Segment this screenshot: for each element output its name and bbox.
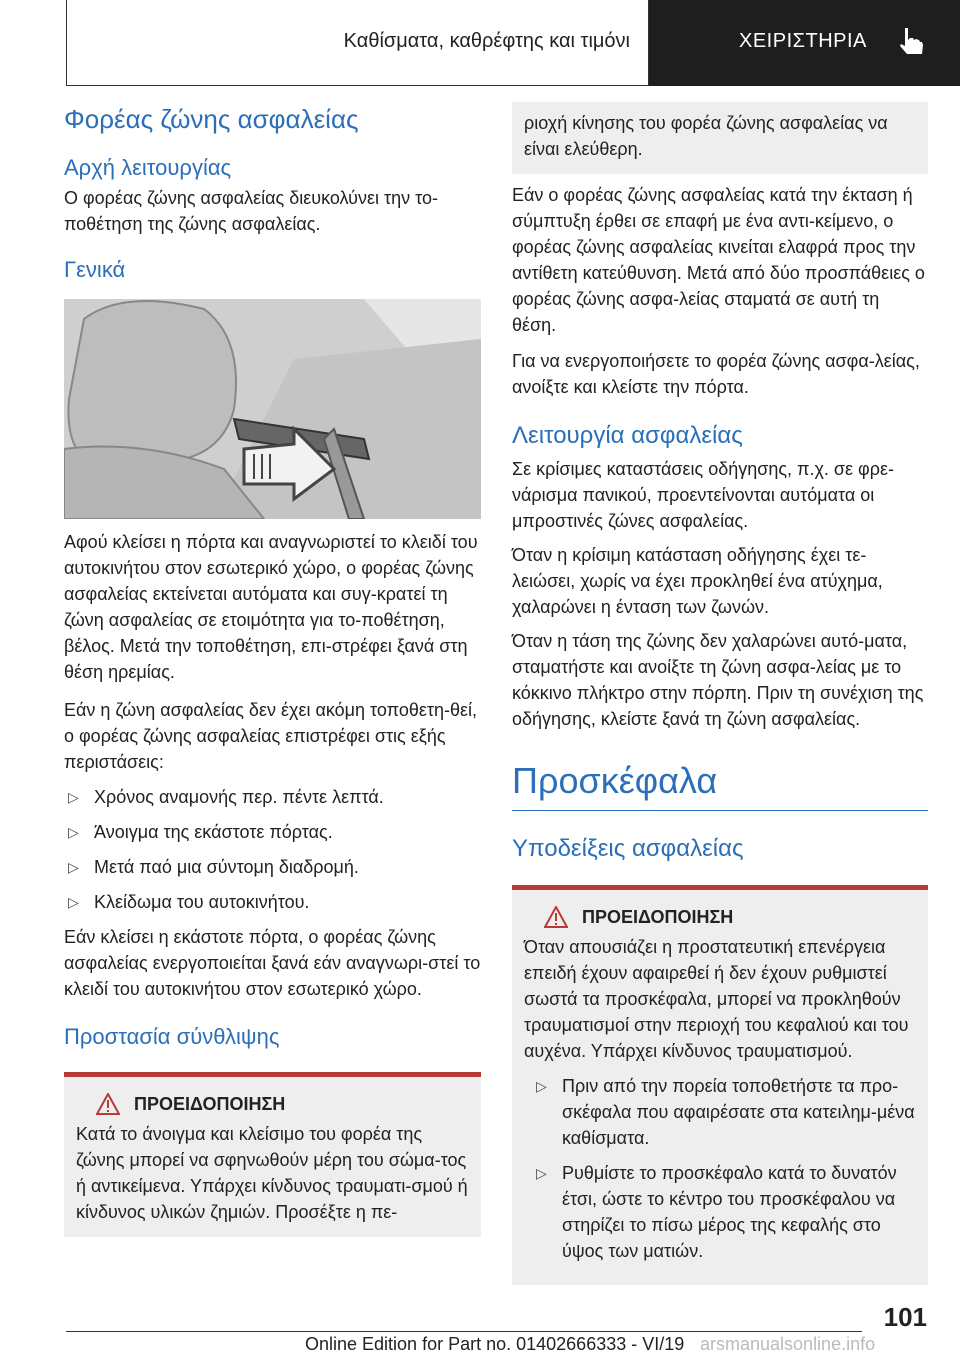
triangle-bullet-icon: ▷ — [68, 789, 79, 805]
right-paragraph-2: Για να ενεργοποιήσετε το φορέα ζώνης ασφα-λείας, ανοίξτε και κλείστε την πόρτα. — [512, 351, 920, 397]
heading-principle: Αρχή λειτουργίας — [64, 155, 232, 180]
warning-continuation-box — [512, 102, 928, 174]
list-item: ▷ Πριν από την πορεία τοποθετήστε τα προ-σκέφαλα που αφαιρέσατε στα κατειλημ-μένα καθίσματα. — [532, 1073, 916, 1151]
warning-triangle-icon — [96, 1093, 120, 1115]
page-number: 101 — [883, 1302, 927, 1332]
general-paragraph-2: Εάν η ζώνη ασφαλείας δεν έχει ακόμη τοποθετη-θεί, ο φορέας ζώνης ασφαλείας επιστρέφει στις εξής περιστάσεις: — [64, 700, 478, 772]
triangle-bullet-icon: ▷ — [536, 1078, 547, 1094]
watermark: arsmanualsonline.info — [700, 1334, 876, 1354]
triangle-bullet-icon: ▷ — [536, 1165, 547, 1181]
warning-continued-text: ριοχή κίνησης του φορέα ζώνης ασφαλείας να είναι ελεύθερη. — [524, 113, 888, 159]
triangle-bullet-icon: ▷ — [68, 824, 79, 840]
return-conditions-list — [64, 784, 481, 915]
warning-text: Όταν απουσιάζει η προστατευτική επενέργεια επειδή έχουν αφαιρεθεί ή δεν έχουν ρυθμιστεί σωστά τα προσκέφαλα, μπορεί να προκληθούν τραυματισμοί στην περιοχή του κεφαλιού και του αυχένα. Υπάρχει κίνδυνος τραυματισμού. — [524, 937, 909, 1061]
general-paragraph-1: Αφού κλείσει η πόρτα και αναγνωριστεί το κλειδί του αυτοκινήτου στον εσωτερικό χώρο, ο φορέας ζώνης ασφαλείας εκτείνεται αυτόματα και συγ-κρατεί τη ζώνη ασφαλείας σε ετοιμότητα για το-ποθέτηση, βέλος. Μετά την τοποθέτηση, επι-στρέφει ξανά στη θέση ηρεμίας. — [64, 532, 478, 682]
manual-section-title: ΧΕΙΡΙΣΤΗΡΙΑ — [739, 30, 867, 52]
hand-pointer-icon — [895, 24, 925, 63]
warning-instructions-list — [524, 1073, 916, 1264]
chapter-title: Καθίσματα, καθρέφτης και τιμόνι — [343, 30, 630, 52]
right-paragraph-3: Σε κρίσιμες καταστάσεις οδήγησης, π.χ. σε φρε-νάρισμα πανικού, προεντείνονται αυτόματα οι μπροστινές ζώνες ασφαλείας. — [512, 459, 894, 531]
section-title-belt-feeder: Φορέας ζώνης ασφαλείας — [64, 104, 359, 134]
heading-safety-notes: Υποδείξεις ασφαλείας — [512, 835, 744, 862]
right-paragraph-5: Όταν η τάση της ζώνης δεν χαλαρώνει αυτό-ματα, σταματήστε και ανοίξτε τη ζώνη ασφα-λείας με το κόκκινο πλήκτρο στην πόρπη. Πριν τη συνέχιση της οδήγησης, κλείστε ξανά τη ζώνη ασφαλείας. — [512, 631, 924, 729]
warning-box-pinch — [64, 1072, 481, 1237]
list-item: ▷ Ρυθμίστε το προσκέφαλο κατά το δυνατόν έτσι, ώστε το κέντρο του προσκέφαλου να στηρίζει το πίσω μέρος της κεφαλής στο ύψος των ματιών. — [532, 1160, 916, 1264]
list-item: ▷ Μετά παό μια σύντομη διαδρομή. — [64, 854, 481, 880]
list-item: ▷ Κλείδωμα του αυτοκινήτου. — [64, 889, 481, 915]
belt-feeder-illustration — [64, 299, 481, 519]
warning-text: Κατά το άνοιγμα και κλείσιμο του φορέα της ζώνης μπορεί να σφηνωθούν μέρη του σώμα-τος ή αντικείμενα. Υπάρχει κίνδυνος τραυματι-σμού ή κίνδυνος υλικών ζημιών. Προσέξτε η πε- — [76, 1124, 468, 1222]
list-item: ▷ Χρόνος αναμονής περ. πέντε λεπτά. — [64, 784, 481, 810]
heading-general: Γενικά — [64, 257, 126, 282]
right-column — [512, 102, 928, 1285]
principle-text: Ο φορέας ζώνης ασφαλείας διευκολύνει την το-ποθέτηση της ζώνης ασφαλείας. — [64, 188, 438, 234]
heading-pinch-protection: Προστασία σύνθλιψης — [64, 1024, 280, 1049]
general-paragraph-3: Εάν κλείσει η εκάστοτε πόρτα, ο φορέας ζώνης ασφαλείας ενεργοποιείται ξανά εάν αναγνωρι-στεί το κλειδί του αυτοκινήτου στον εσωτερικό χώρο. — [64, 927, 481, 999]
right-paragraph-4: Όταν η κρίσιμη κατάσταση οδήγησης έχει τε-λειώσει, χωρίς να έχει προκληθεί ένα ατύχημα, χαλαρώνει η ένταση των ζωνών. — [512, 545, 883, 617]
left-column — [64, 100, 481, 1237]
triangle-bullet-icon: ▷ — [68, 894, 79, 910]
list-item: ▷ Άνοιγμα της εκάστοτε πόρτας. — [64, 819, 481, 845]
triangle-bullet-icon: ▷ — [68, 859, 79, 875]
warning-label: ΠΡΟΕΙΔΟΠΟΙΗΣΗ — [582, 906, 734, 927]
warning-label: ΠΡΟΕΙΔΟΠΟΙΗΣΗ — [134, 1093, 286, 1114]
warning-triangle-icon — [544, 906, 568, 928]
header-manual-box — [649, 0, 960, 86]
heading-safety-function: Λειτουργία ασφαλείας — [512, 422, 743, 449]
headrests-title: Προσκέφαλα — [512, 760, 928, 811]
warning-box-headrests — [512, 885, 928, 1285]
footer-divider — [66, 1331, 862, 1332]
header-chapter-box — [66, 0, 649, 86]
edition-text: Online Edition for Part no. 01402666333 - VI/19 — [305, 1334, 685, 1354]
right-paragraph-1: Εάν ο φορέας ζώνης ασφαλείας κατά την έκταση ή σύμπτυξη έρθει σε επαφή με ένα αντι-κείμενο, ο φορέας ζώνης ασφαλείας κινείται ελαφρά προς την αντίθετη κατεύθυνση. Μετά από δύο προσπάθειες ο φορέας ζώνης ασφα-λείας σταματά σε αυτή τη θέση. — [512, 185, 925, 335]
